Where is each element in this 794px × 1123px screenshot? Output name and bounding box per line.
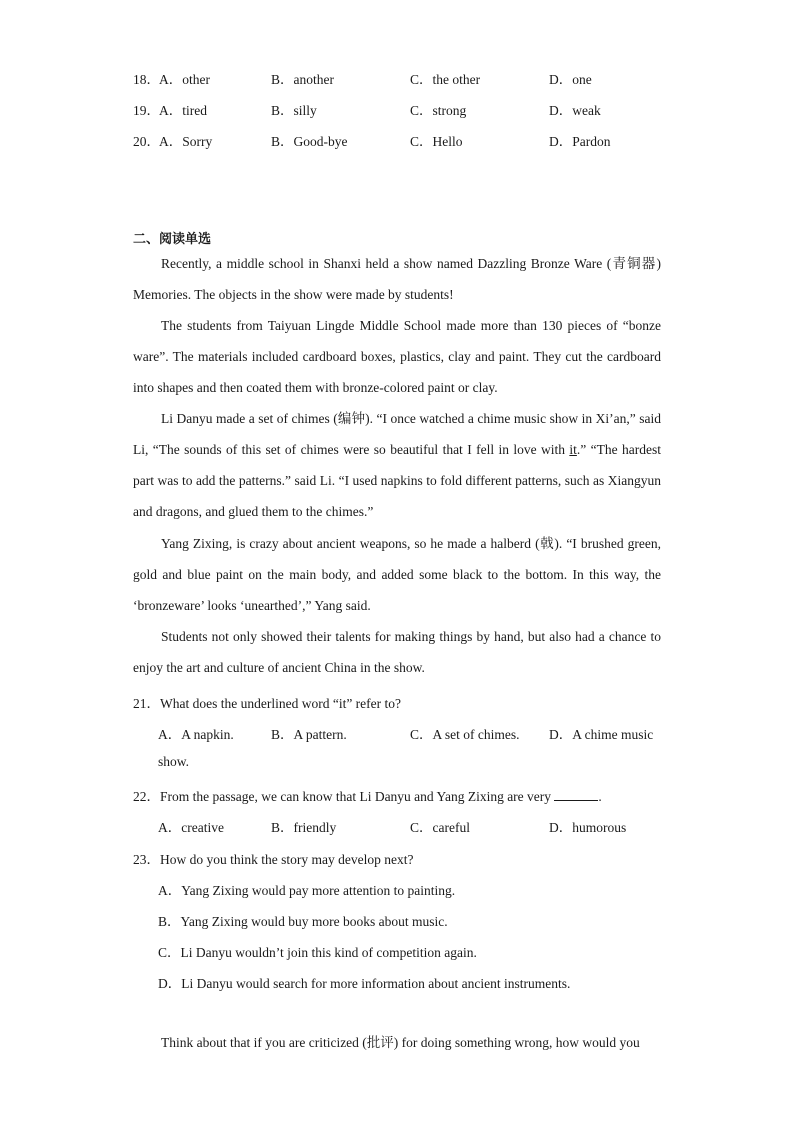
- question-number: 18．: [133, 72, 160, 87]
- passage-paragraph-1: Recently, a middle school in Shanxi held a show named Dazzling Bronze Ware (青铜器) Memories. The objects in the show were made by students!: [133, 256, 661, 302]
- passage-paragraph-4: Yang Zixing, is crazy about ancient weapons, so he made a halberd (戟). “I brushed green, gold and blue paint on the main body, and added some black to the bottom. In this way, the ‘bronzeware’ looks ‘unearthed’,” Yang said.: [133, 536, 661, 613]
- passage-paragraph-3: [133, 403, 661, 527]
- q21-option-d: D．A chime music: [549, 727, 654, 742]
- option-c: C．the other: [410, 72, 481, 87]
- question-22-stem: [133, 785, 602, 805]
- option-c: C．Hello: [410, 134, 463, 149]
- q23-option-d: D．Li Danyu would search for more information about ancient instruments.: [158, 976, 571, 991]
- underlined-word: it: [569, 442, 577, 457]
- option-a: A．tired: [159, 103, 207, 118]
- question-23-stem: 23．How do you think the story may develop next?: [133, 852, 414, 867]
- option-a: A．Sorry: [159, 134, 213, 149]
- q22-option-b: B．friendly: [271, 820, 337, 835]
- option-d: D．weak: [549, 103, 601, 118]
- option-b: B．silly: [271, 103, 317, 118]
- q23-option-b: B．Yang Zixing would buy more books about music.: [158, 914, 448, 929]
- option-b: B．another: [271, 72, 334, 87]
- passage-paragraph-2: The students from Taiyuan Lingde Middle School made more than 130 pieces of “bonze ware”. The materials included cardboard boxes, plastics, clay and paint. They cut the cardboard into shapes and then coated them with bronze-colored paint or clay.: [133, 318, 661, 395]
- q21-option-b: B．A pattern.: [271, 727, 347, 742]
- option-d: D．one: [549, 72, 592, 87]
- q21-option-d-continued: show.: [158, 754, 190, 769]
- section-title: 二、阅读单选: [133, 232, 212, 247]
- next-passage-paragraph-1: Think about that if you are criticized (批评) for doing something wrong, how would you: [161, 1035, 640, 1050]
- paragraph-text: .” “The hardest part was to add the patterns.” said Li. “I used napkins to fold different patterns, such as Xiangyun and dragons, and glued them to the chimes.”: [133, 442, 661, 519]
- option-a: A．other: [159, 72, 210, 87]
- q22-option-a: A．creative: [158, 820, 224, 835]
- question-number: 20．: [133, 134, 160, 149]
- stem-end: .: [598, 789, 602, 804]
- q22-option-d: D．humorous: [549, 820, 627, 835]
- question-number: 19．: [133, 103, 160, 118]
- q21-option-a: A．A napkin.: [158, 727, 234, 742]
- answer-blank: [554, 788, 598, 801]
- option-b: B．Good-bye: [271, 134, 348, 149]
- paragraph-text: Li Danyu made a set of chimes (编钟). “I once watched a chime music show in Xi’an,” said Li, “The sounds of this set of chimes were so beautiful that I fell in love with: [133, 411, 661, 457]
- question-21-stem: 21．What does the underlined word “it” refer to?: [133, 696, 402, 711]
- option-c: C．strong: [410, 103, 467, 118]
- stem-text: 22．From the passage, we can know that Li Danyu and Yang Zixing are very: [133, 789, 555, 804]
- option-d: D．Pardon: [549, 134, 611, 149]
- q23-option-c: C．Li Danyu wouldn’t join this kind of competition again.: [158, 945, 477, 960]
- q22-option-c: C．careful: [410, 820, 470, 835]
- q23-option-a: A．Yang Zixing would pay more attention to painting.: [158, 883, 456, 898]
- q21-option-c: C．A set of chimes.: [410, 727, 520, 742]
- passage-paragraph-5: Students not only showed their talents for making things by hand, but also had a chance to enjoy the art and culture of ancient China in the show.: [133, 629, 661, 675]
